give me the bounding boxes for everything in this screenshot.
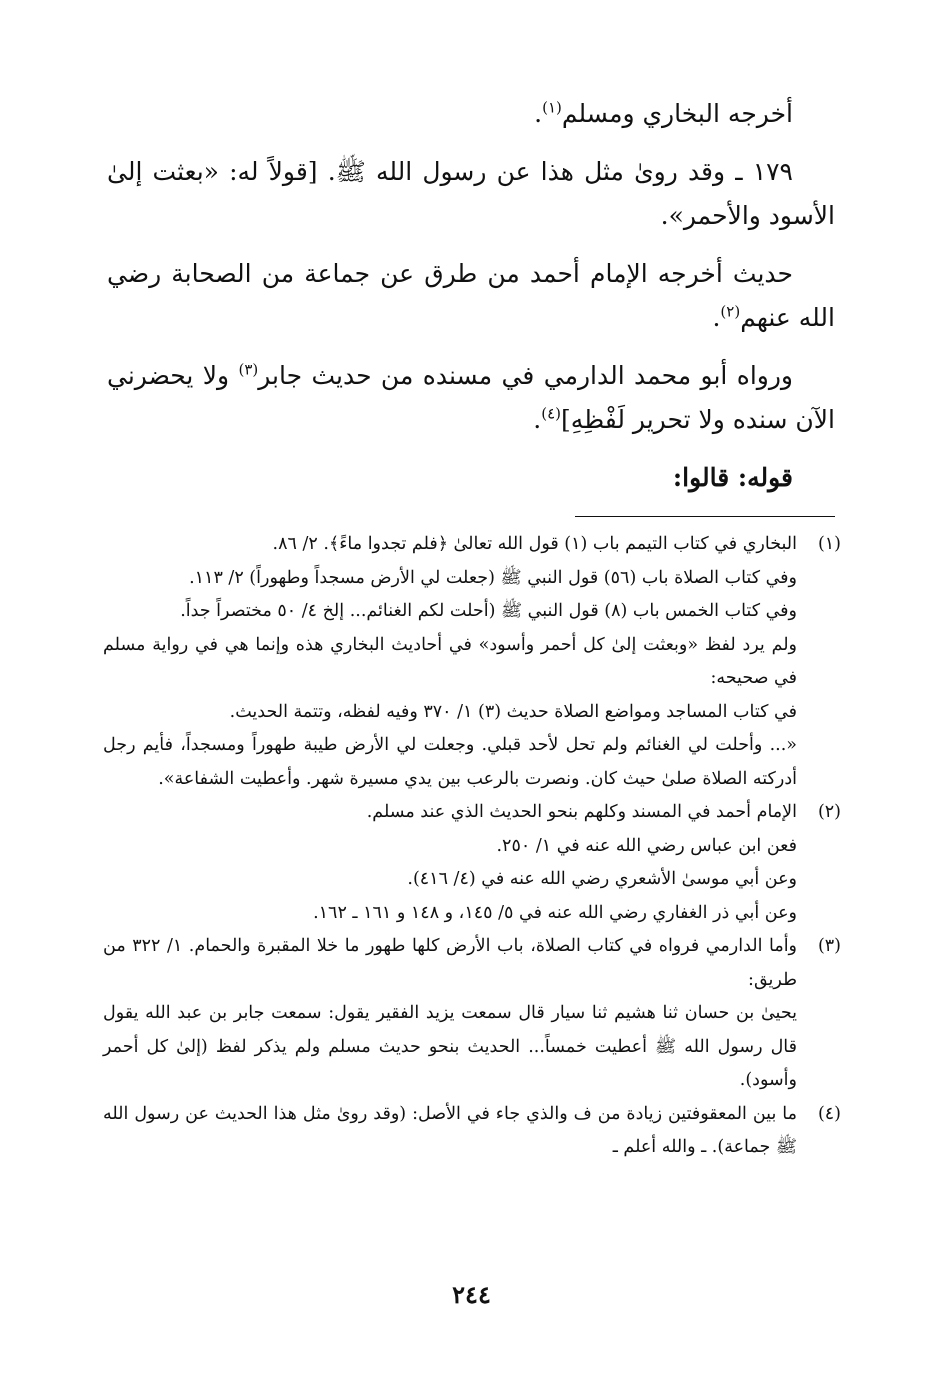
footnote-number: (٤)	[817, 1103, 841, 1124]
paragraph-3-end: .	[712, 303, 721, 332]
footnotes	[103, 528, 843, 1165]
footnote-ref-3: (٣)	[238, 360, 259, 379]
paragraph-3	[107, 252, 835, 340]
footnote-line: يحيىٰ بن حسان ثنا هشيم ثنا سيار قال سمعت يزيد الفقير يقول: سمعت جابر بن عبد الله يقول قال رسول الله ﷺ أعطيت خمساً... الحديث بنحو حديث مسلم ولم يذكر لفظ (إلىٰ كل أحمر وأسود).	[103, 1003, 797, 1090]
footnote-number: (٣)	[817, 936, 841, 956]
footnote-4	[103, 1098, 843, 1165]
footnote-line: ولم يرد لفظ «وبعثت إلىٰ كل أحمر وأسود» في أحاديث البخاري هذه وإنما هي في رواية مسلم في صحيحه:	[103, 634, 797, 688]
paragraph-4	[107, 354, 835, 442]
paragraph-4-text-a: ورواه أبو محمد الدارمي في مسنده من حديث جابر	[258, 361, 793, 390]
footnote-body	[103, 796, 797, 930]
footnote-body	[103, 930, 797, 1098]
footnote-line: وعن أبي موسىٰ الأشعري رضي الله عنه في (٤/ ٤١٦).	[407, 869, 797, 889]
main-text	[107, 92, 835, 500]
footnote-line: ما بين المعقوفتين زيادة من ف والذي جاء في الأصل: (وقد روىٰ مثل هذا الحديث عن رسول الله ﷺ جماعة). ـ والله أعلم ـ	[103, 1103, 797, 1157]
footnote-2	[103, 796, 843, 930]
footnote-1	[103, 528, 843, 796]
footnote-separator	[575, 516, 835, 517]
footnote-line: «... وأحلت لي الغنائم ولم تحل لأحد قبلي. وجعلت لي الأرض طيبة طهوراً ومسجداً، فأيم رجل أدركته الصلاة صلىٰ حيث كان. ونصرت بالرعب بين يدي مسيرة شهر. وأعطيت الشفاعة».	[103, 735, 797, 789]
paragraph-2: ١٧٩ ـ وقد روىٰ مثل هذا عن رسول الله ﷺ. [قولاً له: «بعثت إلىٰ الأسود والأحمر».	[107, 157, 835, 230]
paragraph-1	[107, 92, 835, 136]
paragraph-1-text: أخرجه البخاري ومسلم	[561, 99, 793, 128]
footnote-number: (٢)	[817, 802, 841, 822]
page-number: ٢٤٤	[452, 1280, 491, 1309]
section-heading: قوله: قالوا:	[672, 463, 793, 492]
paragraph-3-text: حديث أخرجه الإمام أحمد من طرق عن جماعة من الصحابة رضي الله عنهم	[107, 259, 835, 332]
footnote-line: وأما الدارمي فرواه في كتاب الصلاة، باب الأرض كلها طهور ما خلا المقبرة والحمام. ١/ ٣٢٢ من طريق:	[103, 936, 798, 990]
footnote-line: البخاري في كتاب التيمم باب (١) قول الله تعالىٰ ﴿فلم تجدوا ماءً﴾. ٢/ ٨٦.	[272, 534, 797, 554]
footnote-ref-1: (١)	[542, 98, 562, 117]
footnote-line: في كتاب المساجد ومواضع الصلاة حديث (٣) ١/ ٣٧٠ وفيه لفظه، وتتمة الحديث.	[229, 701, 797, 722]
footnote-line: وعن أبي ذر الغفاري رضي الله عنه في ٥/ ١٤٥، و ١٤٨ و ١٦١ ـ ١٦٢.	[313, 902, 797, 923]
footnote-3	[103, 930, 843, 1098]
footnote-body	[103, 528, 797, 796]
footnote-ref-4: (٤)	[541, 404, 562, 423]
footnote-number: (١)	[817, 534, 841, 554]
footnote-ref-2: (٢)	[720, 302, 741, 321]
paragraph-1-end: .	[534, 99, 543, 128]
footnote-line: الإمام أحمد في المسند وكلهم بنحو الحديث الذي عند مسلم.	[366, 802, 797, 822]
footnote-line: وفي كتاب الصلاة باب (٥٦) قول النبي ﷺ (جعلت لي الأرض مسجداً وطهوراً) ٢/ ١١٣.	[189, 567, 797, 588]
footnote-body	[103, 1098, 797, 1165]
footnote-line: فعن ابن عباس رضي الله عنه في ١/ ٢٥٠.	[496, 835, 797, 856]
paragraph-4-text-b: ولا يحضرني الآن سنده ولا تحرير لَفْظِهِ]	[107, 361, 835, 434]
paragraph-4-end: .	[533, 405, 542, 434]
footnote-line: وفي كتاب الخمس باب (٨) قول النبي ﷺ (أحلت لكم الغنائم... إلخ ٤/ ٥٠ مختصراً جداً.	[180, 601, 797, 621]
